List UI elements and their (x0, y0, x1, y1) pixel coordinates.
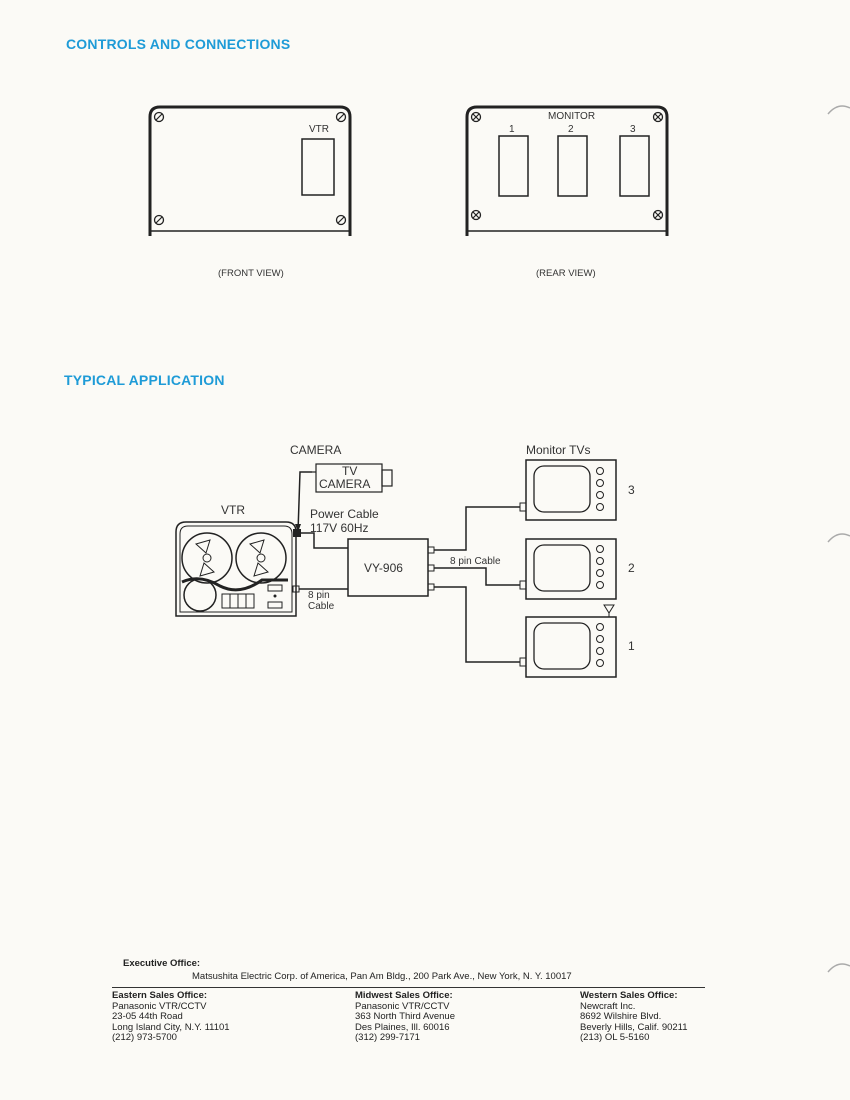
binder-hole-bottom (824, 958, 850, 984)
monitor-tv-3-icon (520, 460, 616, 520)
vtr-cable-label-line1: 8 pin (308, 590, 330, 601)
camera-label: CAMERA (290, 443, 342, 457)
monitor-tvs-title: Monitor TVs (526, 443, 591, 457)
monitor-number-3: 3 (628, 483, 635, 497)
office-title: Eastern Sales Office: (112, 990, 208, 1001)
vtr-deck-icon (176, 522, 301, 616)
screw-icon (472, 113, 481, 122)
midwest-sales-office (355, 991, 455, 1044)
office-line: Newcraft Inc. (580, 1000, 636, 1012)
tv-camera-label-line1: TV (342, 464, 358, 478)
office-line: (312) 299-7171 (355, 1032, 420, 1043)
office-line: 23-05 44th Road (112, 1011, 183, 1022)
monitor-number-2: 2 (628, 561, 635, 575)
tv-camera-label-line2: CAMERA (319, 477, 371, 491)
vtr-jack (302, 139, 334, 195)
monitor-jack-3 (620, 136, 649, 196)
monitor-jack-2 (558, 136, 587, 196)
monitor-jack-label-2: 2 (568, 124, 574, 135)
rear-view-caption: (REAR VIEW) (536, 268, 596, 279)
footer-divider (112, 987, 705, 988)
vtr-label: VTR (221, 503, 245, 517)
monitor-tv-1-icon (520, 605, 616, 677)
screw-icon (654, 211, 663, 220)
eastern-sales-office (112, 991, 230, 1044)
binder-hole-middle (824, 528, 850, 554)
office-line: (212) 973-5700 (112, 1032, 177, 1043)
screw-icon (155, 113, 164, 122)
controls-section-title: CONTROLS AND CONNECTIONS (66, 36, 291, 52)
application-section-title: TYPICAL APPLICATION (64, 372, 225, 388)
binder-hole-top (824, 100, 850, 126)
monitor-cable-label: 8 pin Cable (450, 556, 501, 567)
western-sales-office (580, 991, 688, 1044)
monitor-group-label: MONITOR (548, 111, 596, 122)
monitor-jack-label-1: 1 (509, 124, 515, 135)
front-view-caption: (FRONT VIEW) (218, 268, 284, 279)
monitor-jack-label-3: 3 (630, 124, 636, 135)
office-line: Panasonic VTR/CCTV (355, 1000, 450, 1012)
screw-icon (155, 216, 164, 225)
power-cable-label-line2: 117V 60Hz (310, 521, 369, 535)
office-line: 8692 Wilshire Blvd. (580, 1011, 662, 1022)
office-line: Long Island City, N.Y. 11101 (112, 1021, 230, 1033)
monitor-jack-1 (499, 136, 528, 196)
monitor-number-1: 1 (628, 639, 635, 653)
office-line: (213) OL 5-5160 (580, 1032, 650, 1043)
monitor-tv-2-icon (520, 539, 616, 599)
office-title: Western Sales Office: (580, 990, 678, 1001)
vy-906-label: VY-906 (364, 561, 403, 575)
vtr-cable-label-line2: Cable (308, 601, 335, 612)
vtr-jack-label: VTR (309, 124, 329, 135)
office-line: 363 North Third Avenue (355, 1011, 455, 1022)
office-title: Midwest Sales Office: (355, 990, 453, 1001)
office-line: Des Plaines, Ill. 60016 (355, 1021, 450, 1033)
power-cable-label-line1: Power Cable (310, 507, 379, 521)
front-panel-drawing (145, 103, 355, 238)
office-line: Panasonic VTR/CCTV (112, 1000, 207, 1012)
application-diagram (0, 430, 700, 700)
screw-icon (654, 113, 663, 122)
executive-office-address: Matsushita Electric Corp. of America, Pan Am Bldg., 200 Park Ave., New York, N. Y. 10017 (192, 971, 572, 982)
rear-panel-drawing (462, 103, 672, 238)
screw-icon (472, 211, 481, 220)
screw-icon (337, 113, 346, 122)
executive-office-title: Executive Office: (123, 958, 201, 969)
screw-icon (337, 216, 346, 225)
office-line: Beverly Hills, Calif. 90211 (580, 1021, 688, 1033)
